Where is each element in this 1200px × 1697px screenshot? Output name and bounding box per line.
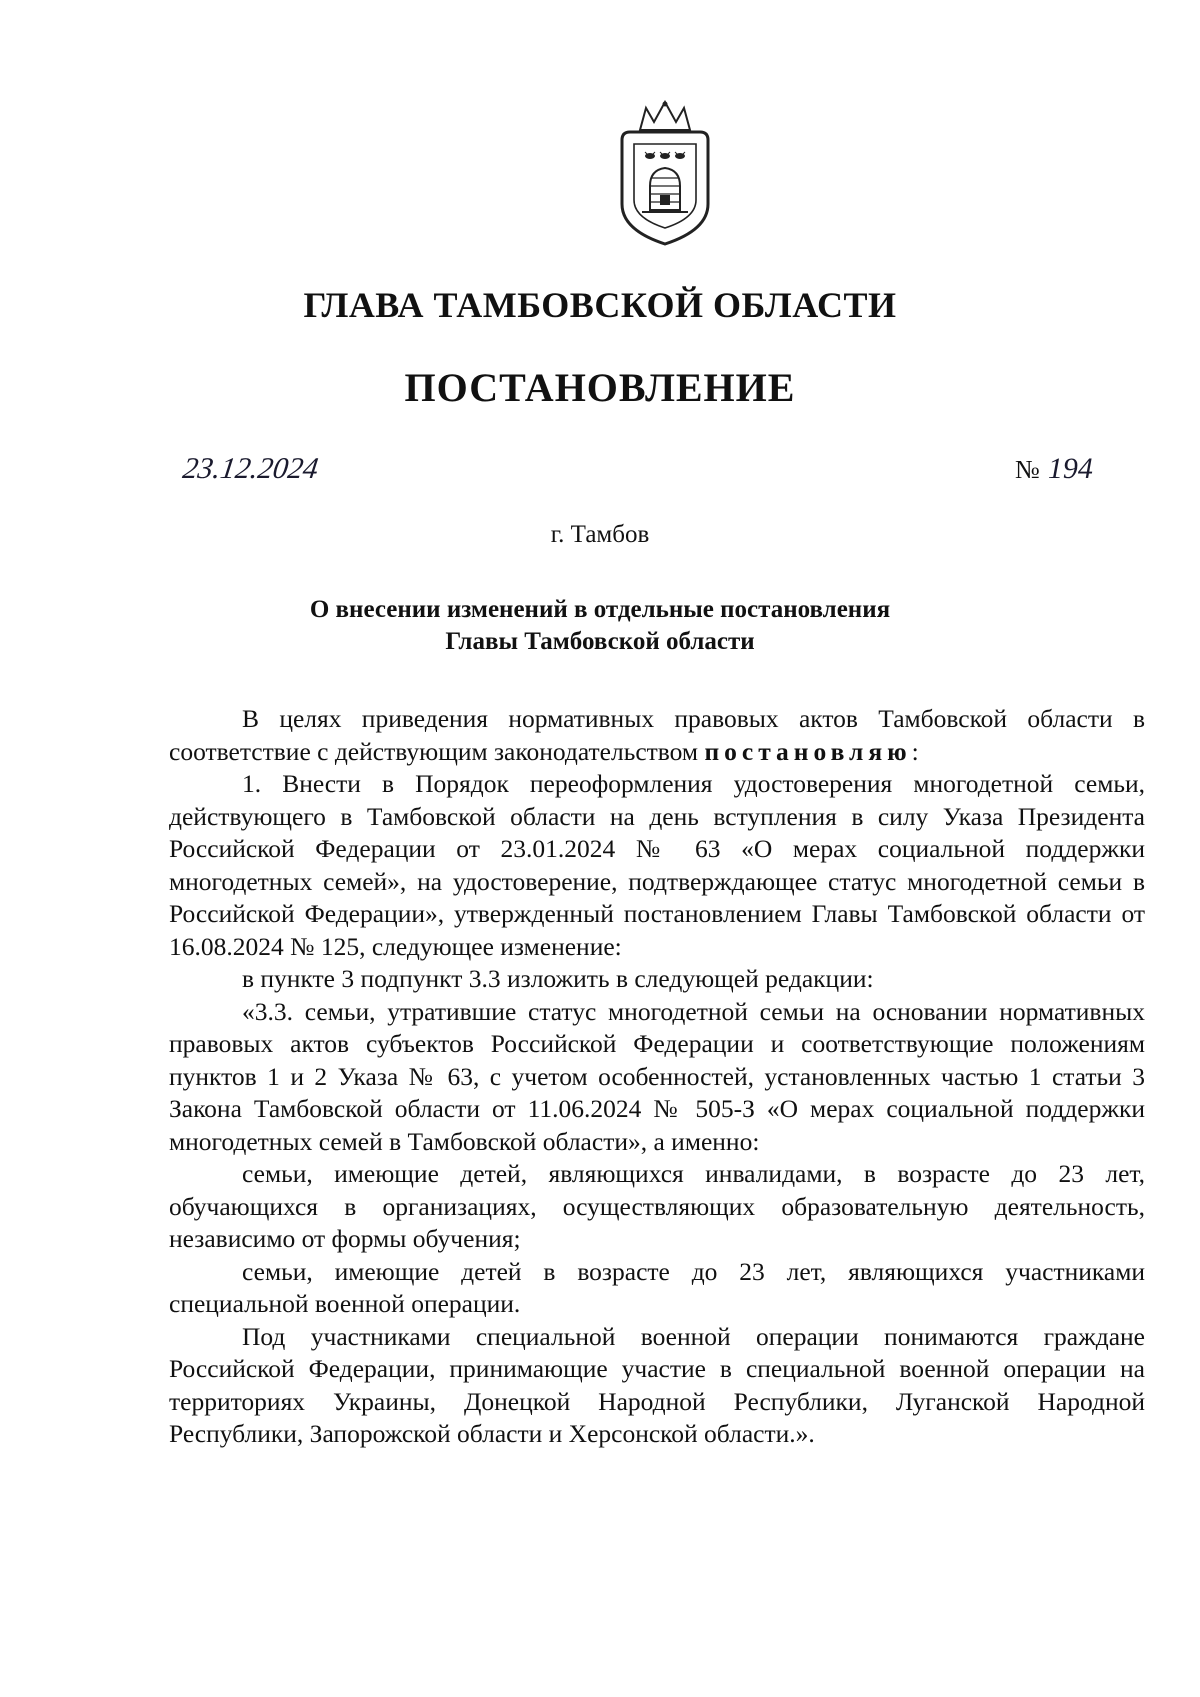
preamble-text: В целях приведения нормативных правовых актов Тамбовской области в соответствие с действующим законодательством [169,704,1145,766]
paragraph-6: Под участниками специальной военной операции понимаются граждане Российской Федерации, принимающие участие в специальной военной операции на территориях Украины, Донецкой Народной Республики, Луганской Народной Республики, Запорожской области и Херсонской области.». [169,1321,1145,1448]
number-value: 194 [1047,452,1093,485]
paragraph-1: 1. Внести в Порядок переоформления удостоверения многодетной семьи, действующего в Тамбовской области на день вступления в силу Указа Президента Российской Федерации от 23.01.2024 № 63 «О мерах социальной поддержки многодетных семей», на удостоверение, подтверждающее статус многодетной семьи в Российской Федерации», утвержденный постановлением Главы Тамбовской области от 16.08.2024 № 125, следующее изменение: [169,769,1145,961]
document-number [1015,452,1093,486]
tambov-coat-of-arms-icon [612,100,718,248]
document-body [169,703,1145,1451]
document-subject [0,594,1200,658]
document-type: ПОСТАНОВЛЕНИЕ [404,365,796,410]
paragraph-5: семьи, имеющие детей в возрасте до 23 лет, являющихся участниками специальной военной операции. [169,1256,1145,1318]
city: г. Тамбов [550,521,650,548]
preamble-end: : [911,736,919,766]
subject-line-1: О внесении изменений в отдельные постановления [309,596,891,623]
subject-line-2: Главы Тамбовской области [445,628,755,655]
number-label: № [1015,455,1040,484]
paragraph-3: «3.3. семьи, утратившие статус многодетной семьи на основании нормативных правовых актов субъектов Российской Федерации и соответствующие положениям пунктов 1 и 2 Указа № 63, с учетом особенностей, установленных частью 1 статьи 3 Закона Тамбовской области от 11.06.2024 № 505-З «О мерах социальной поддержки многодетных семей в Тамбовской области», а именно: [169,996,1145,1156]
document-date: 23.12.2024 [180,452,321,485]
paragraph-2: в пункте 3 подпункт 3.3 изложить в следующей редакции: [242,964,874,993]
paragraph-preamble [169,703,1145,768]
paragraph-4: семьи, имеющие детей, являющихся инвалидами, в возрасте до 23 лет, обучающихся в организациях, осуществляющих образовательную деятельность, независимо от формы обучения; [169,1159,1145,1253]
organization-title: ГЛАВА ТАМБОВСКОЙ ОБЛАСТИ [303,285,897,325]
decree-word: постановляю [704,736,912,766]
